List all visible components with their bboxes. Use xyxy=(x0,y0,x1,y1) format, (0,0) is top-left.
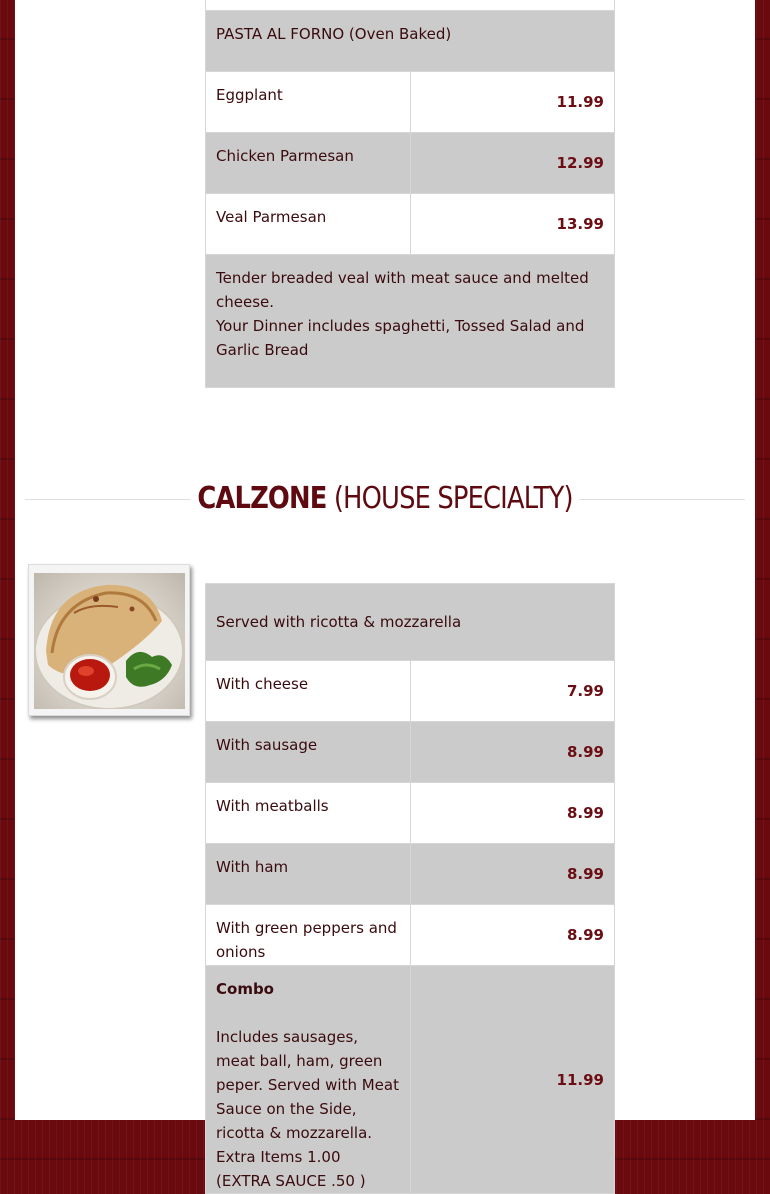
description-line: Your Dinner includes spaghetti, Tossed Salad and Garlic Bread xyxy=(216,317,585,359)
table-row xyxy=(206,255,615,388)
item-name: With ham xyxy=(206,844,411,905)
item-price: 13.99 xyxy=(410,194,615,255)
pasta-al-forno-table xyxy=(205,0,615,388)
item-name: Eggplant xyxy=(206,72,411,133)
table-row xyxy=(206,72,615,133)
item-description xyxy=(206,255,615,388)
item-name: With meatballs xyxy=(206,783,411,844)
table-row xyxy=(206,11,615,72)
item-name: Veal Parmesan xyxy=(206,194,411,255)
table-row xyxy=(206,966,615,1194)
combo-description: Includes sausages, meat ball, ham, green peper. Served with Meat Sauce on the Side, ricotta & mozzarella. Extra Items 1.00 (EXTRA SAUCE .50 ) xyxy=(216,1028,399,1190)
item-price: 11.99 xyxy=(410,72,615,133)
table-row xyxy=(206,905,615,966)
table-row xyxy=(206,783,615,844)
section-subtitle: PASTA AL FORNO (Oven Baked) xyxy=(206,11,615,72)
menu-page xyxy=(15,0,755,1190)
item-price: 8.99 xyxy=(410,783,615,844)
calzone-heading-block xyxy=(25,476,745,522)
item-price: 8.99 xyxy=(410,722,615,783)
table-row xyxy=(206,584,615,661)
item-price: 8.99 xyxy=(410,905,615,966)
item-price: 12.99 xyxy=(410,133,615,194)
item-name: With green peppers and onions xyxy=(206,905,411,966)
section-heading xyxy=(190,476,579,522)
combo-cell xyxy=(206,966,411,1194)
item-price: 11.99 xyxy=(410,966,615,1194)
calzone-table xyxy=(205,583,615,1194)
heading-bold: CALZONE xyxy=(197,481,327,516)
item-price: 7.99 xyxy=(410,661,615,722)
table-row xyxy=(206,844,615,905)
calzone-photo xyxy=(34,573,185,709)
table-row xyxy=(206,133,615,194)
item-price: 8.99 xyxy=(410,844,615,905)
table-row xyxy=(206,194,615,255)
table-row xyxy=(206,722,615,783)
table-row xyxy=(206,0,615,11)
section-intro: Served with ricotta & mozzarella xyxy=(206,584,615,661)
calzone-photo-frame xyxy=(28,564,190,716)
item-name: With cheese xyxy=(206,661,411,722)
description-line: Tender breaded veal with meat sauce and melted cheese. xyxy=(216,269,589,311)
table-row xyxy=(206,661,615,722)
item-name: Chicken Parmesan xyxy=(206,133,411,194)
item-name: With sausage xyxy=(206,722,411,783)
heading-rest: (HOUSE SPECIALTY) xyxy=(326,481,573,516)
combo-title: Combo xyxy=(216,980,274,998)
calzone-photo-icon xyxy=(34,573,185,709)
